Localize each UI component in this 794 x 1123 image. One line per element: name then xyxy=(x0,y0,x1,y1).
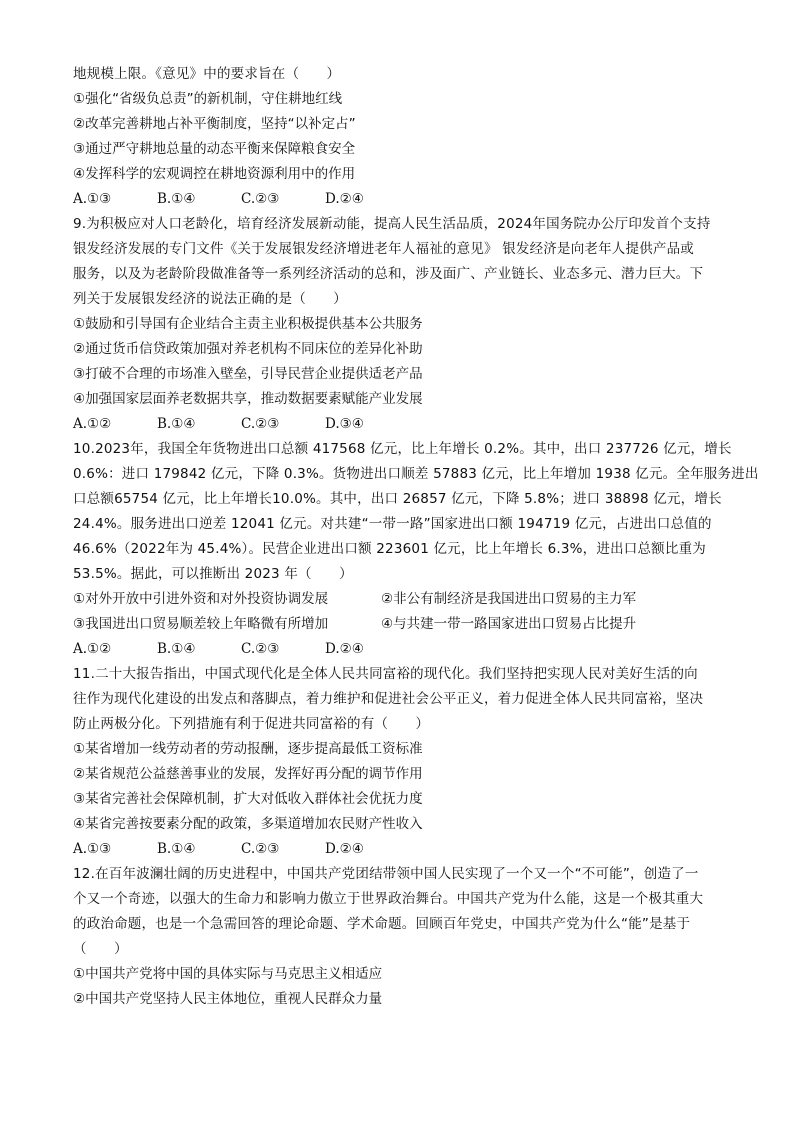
q11-answer-b: B.①④ xyxy=(157,841,196,857)
q11-stem-line-3: 防止两极分化。下列措施有利于促进共同富裕的有（ ） xyxy=(73,716,430,732)
q10-stem-line-3: 口总额65754 亿元，比上年增长10.0%。其中，出口 26857 亿元，下降 5.8%；进口 38898 亿元，增长 xyxy=(73,491,722,507)
q9-answer-d: D.③④ xyxy=(325,416,364,432)
q11-answers xyxy=(73,838,409,860)
q10-option-1: ①对外开放中引进外资和对外投资协调发展 xyxy=(73,591,329,607)
q11-option-4: ④某省完善按要素分配的政策，多渠道增加农民财产性收入 xyxy=(73,816,423,832)
q9-option-2: ②通过货币信贷政策加强对养老机构不同床位的差异化补助 xyxy=(73,341,423,357)
q8-answer-b: B.①④ xyxy=(157,191,196,207)
q10-stem-line-4: 24.4%。服务进出口逆差 12041 亿元。对共建“一带一路”国家进出口额 194719 亿元，占进出口总值的 xyxy=(73,516,712,532)
q11-option-1: ①某省增加一线劳动者的劳动报酬，逐步提高最低工资标准 xyxy=(73,741,423,757)
q10-option-2: ②非公有制经济是我国进出口贸易的主力军 xyxy=(381,591,637,607)
q10-options-row-2 xyxy=(73,613,723,635)
q10-option-4: ④与共建一带一路国家进出口贸易占比提升 xyxy=(381,616,637,632)
q12-stem-line-2: 个又一个奇迹，以强大的生命力和影响力傲立于世界政治舞台。中国共产党为什么能，这是一个极其重大 xyxy=(73,891,704,907)
q11-stem-line-2: 往作为现代化建设的出发点和落脚点，着力维护和促进社会公平正义，着力促进全体人民共同富裕，坚决 xyxy=(73,691,704,707)
q9-answer-a: A.①② xyxy=(73,416,112,432)
q8-option-1: ①强化“省级负总责”的新机制，守住耕地红线 xyxy=(73,91,343,107)
q12-stem-line-4: （ ） xyxy=(73,941,128,957)
q8-answers xyxy=(73,188,409,210)
q9-option-3: ③打破不合理的市场准入壁垒，引导民营企业提供适老产品 xyxy=(73,366,423,382)
q9-stem-line-2: 银发经济发展的专门文件《关于发展银发经济增进老年人福祉的意见》 银发经济是向老年人提供产品或 xyxy=(73,241,694,257)
q12-stem-line-3: 的政治命题，也是一个急需回答的理论命题、学术命题。回顾百年党史，中国共产党为什么“能”是基于 xyxy=(73,916,691,932)
q11-stem-line-1: 11.二十大报告指出，中国式现代化是全体人民共同富裕的现代化。我们坚持把实现人民对美好生活的向 xyxy=(73,666,698,682)
q9-stem-line-1: 9.为积极应对人口老龄化，培育经济发展新动能，提高人民生活品质，2024年国务院办公厅印发首个支持 xyxy=(73,216,711,232)
q9-answer-b: B.①④ xyxy=(157,416,196,432)
q8-answer-a: A.①③ xyxy=(73,191,112,207)
q10-stem-line-1: 10.2023年，我国全年货物进出口总额 417568 亿元，比上年增长 0.2%。其中，出口 237726 亿元，增长 xyxy=(73,441,732,457)
q11-option-3: ③某省完善社会保障机制，扩大对低收入群体社会优抚力度 xyxy=(73,791,423,807)
q8-answer-c: C.②③ xyxy=(241,191,280,207)
q9-stem-line-3: 服务，以及为老龄阶段做准备等一系列经济活动的总和，涉及面广、产业链长、业态多元、潜力巨大。下 xyxy=(73,266,704,282)
q11-answer-d: D.②④ xyxy=(325,841,364,857)
q10-answer-a: A.①② xyxy=(73,641,112,657)
q8-option-4: ④发挥科学的宏观调控在耕地资源利用中的作用 xyxy=(73,166,356,182)
q12-option-2: ②中国共产党坚持人民主体地位，重视人民群众力量 xyxy=(73,991,383,1007)
q12-stem-line-1: 12.在百年波澜壮阔的历史进程中，中国共产党团结带领中国人民实现了一个又一个“不可能”，创造了一 xyxy=(73,866,699,882)
q10-answers xyxy=(73,638,409,660)
q8-answer-d: D.②④ xyxy=(325,191,364,207)
q9-option-1: ①鼓励和引导国有企业结合主责主业积极提供基本公共服务 xyxy=(73,316,423,332)
q9-stem-line-4: 列关于发展银发经济的说法正确的是（ ） xyxy=(73,291,347,307)
q10-stem-line-2: 0.6%：进口 179842 亿元，下降 0.3%。货物进出口顺差 57883 亿元，比上年增加 1938 亿元。全年服务进出 xyxy=(73,466,759,482)
q9-answers xyxy=(73,413,409,435)
q11-answer-c: C.②③ xyxy=(241,841,280,857)
q11-answer-a: A.①③ xyxy=(73,841,112,857)
q10-answer-b: B.①④ xyxy=(157,641,196,657)
q8-option-2: ②改革完善耕地占补平衡制度，坚持“以补定占” xyxy=(73,116,356,132)
q10-answer-d: D.②④ xyxy=(325,641,364,657)
q9-answer-c: C.②③ xyxy=(241,416,280,432)
q10-answer-c: C.②③ xyxy=(241,641,280,657)
q11-option-2: ②某省规范公益慈善事业的发展，发挥好再分配的调节作用 xyxy=(73,766,423,782)
q10-options-row-1 xyxy=(73,588,723,610)
q10-stem-line-5: 46.6%（2022年为 45.4%）。民营企业进出口额 223601 亿元，比上年增长 6.3%，进出口总额比重为 xyxy=(73,541,706,557)
q8-stem-end: 地规模上限。《意见》中的要求旨在（ ） xyxy=(73,66,341,82)
q10-stem-line-6: 53.5%。据此，可以推断出 2023 年（ ） xyxy=(73,566,353,582)
q10-option-3: ③我国进出口贸易顺差较上年略微有所增加 xyxy=(73,616,329,632)
q12-option-1: ①中国共产党将中国的具体实际与马克思主义相适应 xyxy=(73,966,383,982)
q9-option-4: ④加强国家层面养老数据共享，推动数据要素赋能产业发展 xyxy=(73,391,423,407)
q8-option-3: ③通过严守耕地总量的动态平衡来保障粮食安全 xyxy=(73,141,356,157)
